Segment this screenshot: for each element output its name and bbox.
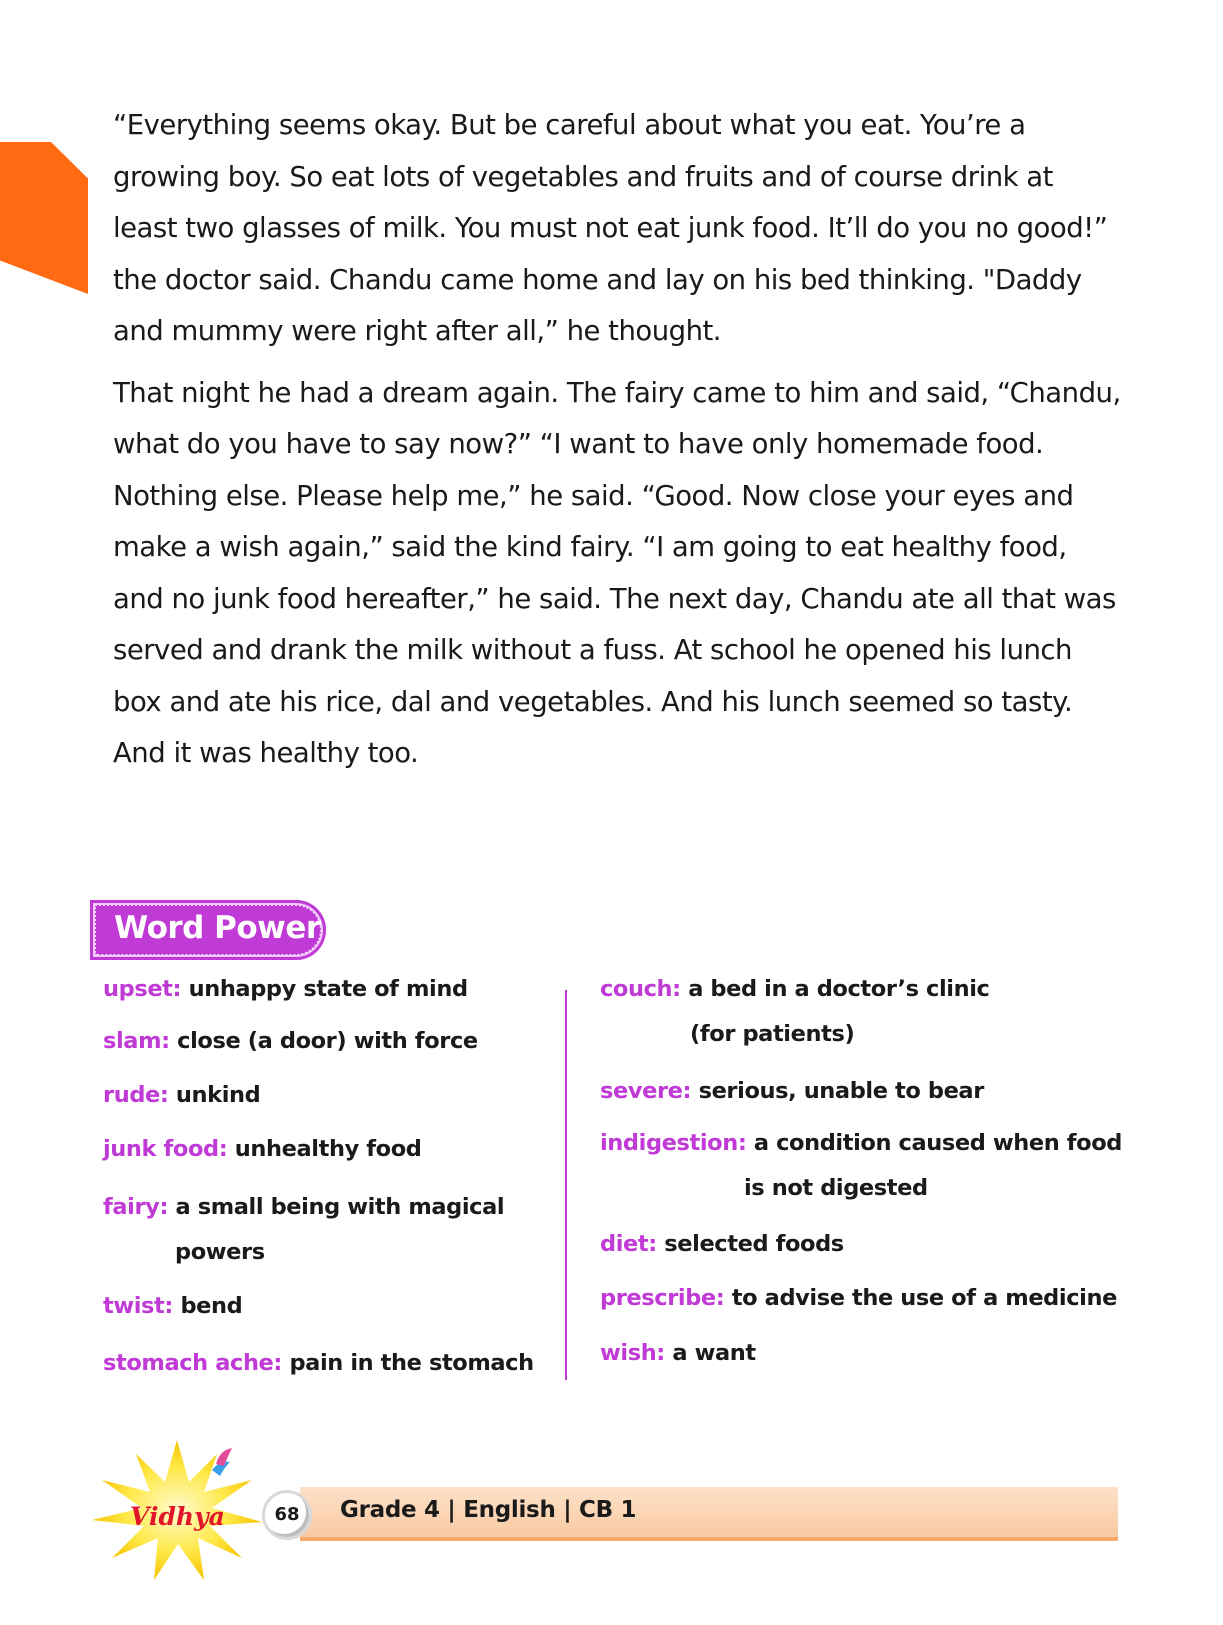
glossary-entry — [600, 1121, 1122, 1211]
glossary-term: indigestion: — [600, 1130, 747, 1156]
glossary-definition-continued: is not digested — [744, 1175, 928, 1201]
story-paragraph: That night he had a dream again. The fairy came to him and said, “Chandu, what do you have to say now?” “I want to have only homemade food. Nothing else. Please help me,” he said. “Good. Now close your eyes and make a wish again,” said the kind fairy. “I am going to eat healthy food, and no junk food hereafter,” he said. The next day, Chandu ate all that was served and drank the milk without a fuss. At school he opened his lunch box and ate his rice, dal and vegetables. And his lunch seemed so tasty. And it was healthy too. — [113, 376, 1121, 769]
glossary-definition: a condition caused when food — [753, 1130, 1122, 1156]
glossary-entry — [600, 1222, 844, 1267]
glossary-entry — [600, 1276, 1117, 1321]
glossary-definition: serious, unable to bear — [698, 1078, 984, 1104]
glossary-entry — [600, 1069, 984, 1114]
glossary-definition-continued: powers — [175, 1239, 265, 1265]
glossary-entry — [103, 967, 468, 1012]
glossary-entry — [600, 1331, 756, 1376]
glossary-definition: close (a door) with force — [177, 1028, 478, 1054]
glossary-term: junk food: — [103, 1136, 228, 1162]
glossary-definition: unkind — [175, 1082, 261, 1108]
glossary-term: prescribe: — [600, 1285, 725, 1311]
glossary-definition: unhealthy food — [234, 1136, 422, 1162]
glossary-entry — [600, 967, 989, 1057]
glossary-definition: to advise the use of a medicine — [731, 1285, 1117, 1311]
footer-label: Grade 4 | English | CB 1 — [340, 1497, 637, 1523]
glossary-definition: selected foods — [664, 1231, 844, 1257]
glossary-definition: a small being with magical — [175, 1194, 505, 1220]
glossary-entry — [103, 1341, 534, 1386]
glossary-term: slam: — [103, 1028, 170, 1054]
glossary-definition-continued: (for patients) — [690, 1021, 855, 1047]
glossary-definition: unhappy state of mind — [188, 976, 468, 1002]
story-paragraph: “Everything seems okay. But be careful about what you eat. You’re a growing boy. So eat lots of vegetables and fruits and of course drink at least two glasses of milk. You must not eat junk food. It’ll do you no good!” the doctor said. Chandu came home and lay on his bed thinking. "Daddy and mummy were right after all,” he thought. — [113, 109, 1108, 347]
logo-text: Vidhya — [130, 1502, 225, 1531]
glossary-term: upset: — [103, 976, 182, 1002]
column-divider — [565, 990, 567, 1380]
word-power-title: Word Power — [114, 910, 321, 946]
glossary-term: couch: — [600, 976, 681, 1002]
story-text — [113, 100, 1123, 790]
glossary-entry — [103, 1284, 242, 1329]
glossary-term: twist: — [103, 1293, 173, 1319]
glossary-term: rude: — [103, 1082, 169, 1108]
corner-tab-decoration — [0, 142, 88, 294]
glossary-term: wish: — [600, 1340, 665, 1366]
glossary-term: severe: — [600, 1078, 692, 1104]
glossary-term: stomach ache: — [103, 1350, 283, 1376]
glossary-entry — [103, 1073, 260, 1118]
glossary-entry — [103, 1019, 478, 1064]
glossary-entry — [103, 1185, 504, 1275]
glossary-term: fairy: — [103, 1194, 169, 1220]
page-number: 68 — [262, 1490, 312, 1540]
glossary-term: diet: — [600, 1231, 657, 1257]
glossary-definition: pain in the stomach — [289, 1350, 534, 1376]
glossary-definition: bend — [180, 1293, 243, 1319]
glossary-entry — [103, 1127, 422, 1172]
glossary-definition: a bed in a doctor’s clinic — [688, 976, 990, 1002]
word-power-banner — [90, 900, 326, 960]
glossary-definition: a want — [672, 1340, 756, 1366]
